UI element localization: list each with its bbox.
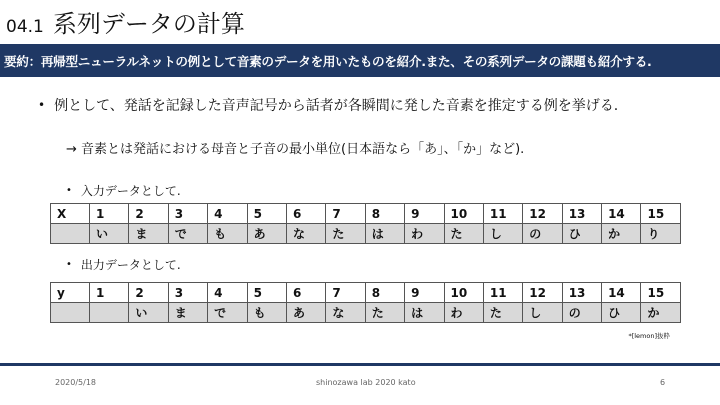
table-cell: で (208, 303, 247, 323)
title-text: 系列データの計算 (52, 10, 245, 38)
table-row (51, 224, 681, 244)
table-cell: し (483, 224, 522, 244)
table-cell: 13 (562, 204, 601, 224)
page-number: 6 (660, 378, 666, 387)
table-cell: 13 (562, 283, 601, 303)
table-cell: か (602, 224, 641, 244)
table-cell: 7 (326, 283, 365, 303)
footer-divider (0, 363, 720, 366)
table-cell: の (523, 224, 562, 244)
table-cell: 9 (405, 204, 444, 224)
table-cell: 8 (365, 204, 404, 224)
table-cell: 12 (523, 283, 562, 303)
table-cell: ま (168, 303, 207, 323)
slide-title (6, 4, 245, 38)
table-cell: X (51, 204, 90, 224)
output-label-text: 出力データとして. (80, 258, 181, 272)
table-cell: し (523, 303, 562, 323)
table-cell: あ (247, 224, 286, 244)
table-cell: 4 (208, 204, 247, 224)
table-cell: ひ (562, 224, 601, 244)
table-cell: 5 (247, 283, 286, 303)
table-cell: 8 (365, 283, 404, 303)
table-cell: 3 (168, 204, 207, 224)
phoneme-note: → 音素とは発話における母音と子音の最小単位(日本語なら「あ」、「か」など). (66, 142, 525, 157)
table-cell (90, 303, 129, 323)
table-cell: 4 (208, 283, 247, 303)
table-cell: 5 (247, 204, 286, 224)
table-cell: 1 (90, 204, 129, 224)
table-cell: 11 (483, 204, 522, 224)
table-cell: も (208, 224, 247, 244)
input-table (50, 203, 681, 244)
table-cell (51, 224, 90, 244)
source-note: *[lemon]抜粋 (628, 332, 670, 340)
table-cell: 2 (129, 283, 168, 303)
table-cell: も (247, 303, 286, 323)
table-cell: わ (444, 303, 483, 323)
table-header-row (51, 283, 681, 303)
section-number: 04.1 (6, 17, 44, 37)
table-cell: た (483, 303, 522, 323)
bullet-text: 例として、発話を記録した音声記号から話者が各瞬間に発した音素を推定する例を挙げる. (54, 98, 619, 114)
table-cell: 10 (444, 204, 483, 224)
table-cell: た (444, 224, 483, 244)
table-cell: な (326, 303, 365, 323)
table-cell: で (168, 224, 207, 244)
table-cell: 12 (523, 204, 562, 224)
footer-lab: shinozawa lab 2020 kato (316, 378, 416, 387)
bullet-example (38, 95, 618, 115)
table-cell: 15 (641, 204, 681, 224)
table-cell: 3 (168, 283, 207, 303)
table-cell: た (365, 303, 404, 323)
table-cell: 11 (483, 283, 522, 303)
table-cell: た (326, 224, 365, 244)
table-cell: 14 (602, 204, 641, 224)
table-cell: は (405, 303, 444, 323)
input-label (66, 182, 181, 199)
table-cell: ま (129, 224, 168, 244)
table-cell: 9 (405, 283, 444, 303)
summary-banner: 要約：再帰型ニューラルネットの例として音素のデータを用いたものを紹介.また、その系列データの課題も紹介する. (0, 44, 720, 77)
table-cell: 2 (129, 204, 168, 224)
table-row (51, 303, 681, 323)
table-cell: い (90, 224, 129, 244)
output-label (66, 256, 181, 273)
table-cell: 1 (90, 283, 129, 303)
table-cell: い (129, 303, 168, 323)
table-cell: 15 (641, 283, 681, 303)
table-cell: 14 (602, 283, 641, 303)
table-cell: y (51, 283, 90, 303)
table-cell: 7 (326, 204, 365, 224)
table-cell: 6 (286, 283, 325, 303)
bullet-dot: • (66, 259, 72, 270)
table-cell: な (286, 224, 325, 244)
table-cell: り (641, 224, 681, 244)
input-label-text: 入力データとして. (80, 184, 181, 198)
table-cell: ひ (602, 303, 641, 323)
bullet-dot: • (38, 98, 46, 112)
bullet-dot: • (66, 185, 72, 196)
table-cell: 10 (444, 283, 483, 303)
table-cell: の (562, 303, 601, 323)
table-cell: あ (286, 303, 325, 323)
footer-date: 2020/5/18 (55, 378, 97, 387)
table-cell (51, 303, 90, 323)
table-cell: わ (405, 224, 444, 244)
table-cell: は (365, 224, 404, 244)
table-cell: か (641, 303, 681, 323)
table-header-row (51, 204, 681, 224)
output-table (50, 282, 681, 323)
table-cell: 6 (286, 204, 325, 224)
